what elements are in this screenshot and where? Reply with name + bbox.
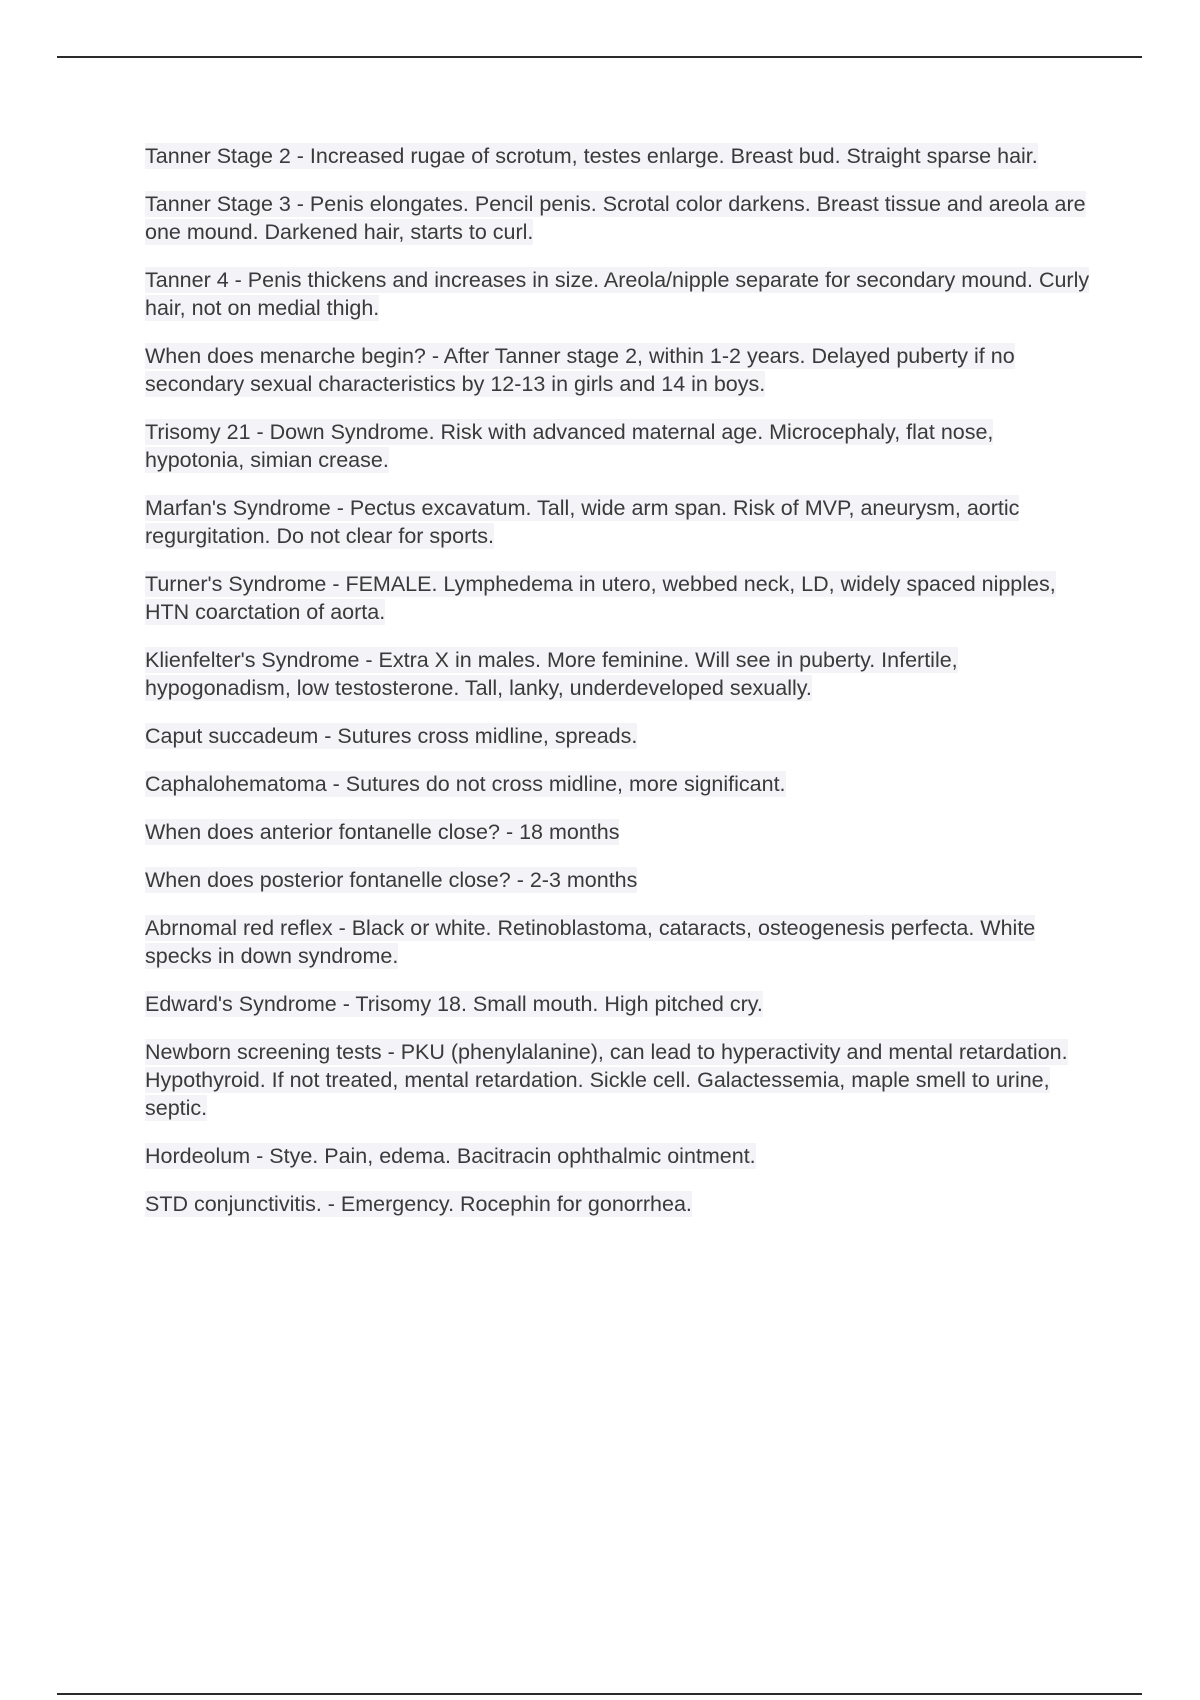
- entry-anterior-fontanelle: When does anterior fontanelle close? - 18 months: [145, 820, 620, 844]
- entry-edwards: Edward's Syndrome - Trisomy 18. Small mouth. High pitched cry.: [145, 992, 763, 1016]
- entry-tanner-stage-3: Tanner Stage 3 - Penis elongates. Pencil penis. Scrotal color darkens. Breast tissue and areola are one mound. Darkened hair, starts to curl.: [145, 192, 1086, 244]
- entry-newborn-screening: Newborn screening tests - PKU (phenylalanine), can lead to hyperactivity and mental retardation. Hypothyroid. If not treated, mental retardation. Sickle cell. Galactessemia, maple smell to urine, septic.: [145, 1040, 1068, 1120]
- entry-red-reflex: Abrnomal red reflex - Black or white. Retinoblastoma, cataracts, osteogenesis perfecta. White specks in down syndrome.: [145, 916, 1036, 968]
- entry-caput-succedaneum: Caput succadeum - Sutures cross midline, spreads.: [145, 724, 638, 748]
- entry-hordeolum: Hordeolum - Stye. Pain, edema. Bacitracin ophthalmic ointment.: [145, 1144, 756, 1168]
- document-body: [145, 142, 1090, 1238]
- entry-cephalohematoma: Caphalohematoma - Sutures do not cross midline, more significant.: [145, 772, 786, 796]
- entry-tanner-4: Tanner 4 - Penis thickens and increases in size. Areola/nipple separate for secondary mound. Curly hair, not on medial thigh.: [145, 268, 1090, 320]
- entry-marfan: Marfan's Syndrome - Pectus excavatum. Tall, wide arm span. Risk of MVP, aneurysm, aortic regurgitation. Do not clear for sports.: [145, 496, 1020, 548]
- entry-std-conjunctivitis: STD conjunctivitis. - Emergency. Rocephin for gonorrhea.: [145, 1192, 692, 1216]
- entry-klinefelter: Klienfelter's Syndrome - Extra X in males. More feminine. Will see in puberty. Infertile, hypogonadism, low testosterone. Tall, lanky, underdeveloped sexually.: [145, 648, 958, 700]
- header-rule: [57, 56, 1142, 58]
- footer-rule: [57, 1693, 1142, 1695]
- entry-menarche: When does menarche begin? - After Tanner stage 2, within 1-2 years. Delayed puberty if no secondary sexual characteristics by 12-13 in girls and 14 in boys.: [145, 344, 1015, 396]
- entry-tanner-stage-2: Tanner Stage 2 - Increased rugae of scrotum, testes enlarge. Breast bud. Straight sparse hair.: [145, 144, 1038, 168]
- entry-posterior-fontanelle: When does posterior fontanelle close? - 2-3 months: [145, 868, 638, 892]
- entry-trisomy-21: Trisomy 21 - Down Syndrome. Risk with advanced maternal age. Microcephaly, flat nose, hypotonia, simian crease.: [145, 420, 994, 472]
- entry-turner: Turner's Syndrome - FEMALE. Lymphedema in utero, webbed neck, LD, widely spaced nipples, HTN coarctation of aorta.: [145, 572, 1056, 624]
